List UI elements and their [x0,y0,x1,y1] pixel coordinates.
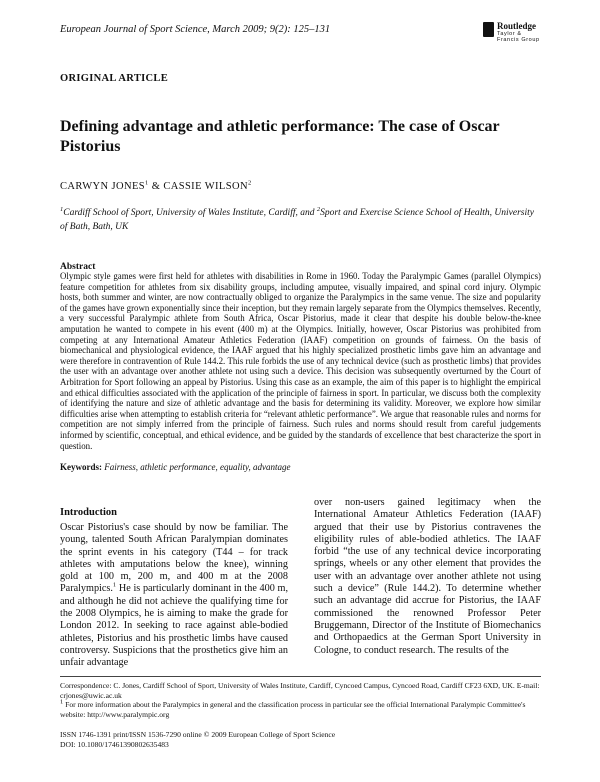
affiliation-2: Sport and Exercise Science School of Health, University of Bath, Bath, UK [60,208,534,232]
footnote-divider [60,676,541,677]
routledge-logo-icon [483,22,494,37]
affiliation-1: Cardiff School of Sport, University of Wales Institute, Cardiff, and [63,208,317,218]
journal-citation: European Journal of Sport Science, March 2009; 9(2): 125–131 [60,24,331,35]
correspondence-note: Correspondence: C. Jones, Cardiff School of Sport, University of Wales Institute, Cardiff, Cyncoed Campus, Cyncoed Road, Cardiff CF23 6XD, UK. E-mail: crjones@uwic.ac.uk [60,681,540,700]
publisher-logo [483,21,541,43]
author-2: CASSIE WILSON [163,181,248,192]
introduction-right-column: over non-users gained legitimacy when the International Amateur Athletics Federation (IAAF) argued that their use by Pistorius contravenes the eligibility rules of able-bodied athletics. The IAAF forbid “the use of any technical device incorporating springs, wheels or any other element that provides the user with an advantage over another athlete not using such a device” (Rule 144.2). To determine whether such an advantage did accrue for Pistorius, the IAAF commissioned the renowned Professor Peter Bruggemann, Director of the Institute of Biomechanics and Orthopaedics at the German Sport University in Cologne, to conduct research. The results of the [314,497,541,656]
abstract-text: Olympic style games were first held for athletes with disabilities in Rome in 1960. Today the Paralympic Games (parallel Olympics) feature competition for athletes from six disability groups, including amputee, visually impaired, and spinal cord injury. Olympic hosts, both summer and winter, are now contractually obliged to organize the Paralympics in the same venue. The size and popularity of the games have grown exponentially since their inception, but they remain largely separate from the Olympics themselves. Recently, a very successful Paralympic athlete from South Africa, Oscar Pistorius, made it clear that despite his double below-the-knee amputation he wanted to compete in his event (400 m) at the Olympics. Initially, however, Oscar Pistorius was prohibited from competing at any International Amateur Athletics Federation (IAAF) competition on grounds of fairness. On the basis of biomechanical and physiological evidence, the IAAF argued that his highly specialized prosthetic limbs gave him an advantage and were therefore in contravention of Rule 144.2. This rule forbids the use of any technical device (such as prosthetic limbs) that provides the user with an advantage over another athlete not using such a device. This decision was subsequently overturned by the Court of Arbitration for Sport following an appeal by Pistorius. Using this case as an example, the aim of this paper is to highlight the empirical and ethical difficulties associated with the application of the principle of fairness in sport. In particular, we discuss both the complexity of identifying the nature and size of athletic advantage and the basis for determining its validity. Moreover, we explore how similar difficulties arise when attempting to establish criteria for “relevant athletic performance”. We argue that reasonable rules and norms for competition are not simply inferred from the principle of fairness. Such rules and norms should result from careful judgements informed by scientific, conceptual, and ethical evidence, and be guided by the standards of excellence that best characterize the sport in question. [60,271,541,451]
issn-block [60,730,335,749]
affiliation-1-sup: 1 [60,205,64,213]
intro-left-part-b: He is particularly dominant in the 400 m, and although he did not achieve the qualifying time for the 2008 Olympics, he is aiming to make the grade for London 2012. In seeking to race against able-bodied athletes, Pistorius and his prosthetic limbs have caused controversy. Suspicions that the prosthetics give him an unfair advantage [60,583,288,669]
footnote-1 [60,700,541,719]
publisher-name: Routledge [497,21,536,31]
issn-line: ISSN 1746-1391 print/ISSN 1536-7290 online © 2009 European College of Sport Science [60,730,336,739]
abstract-heading: Abstract [60,262,96,272]
article-type: ORIGINAL ARTICLE [60,73,169,84]
doi-line: DOI: 10.1080/17461390802635483 [60,739,169,749]
affiliation-2-sup: 2 [316,205,321,213]
author-separator: & [148,181,164,192]
introduction-heading: Introduction [60,507,117,518]
footnote-1-text: For more information about the Paralympics in general and the classification process in particular see the official International Paralympic Committee's website: http://www.paralympic.org [60,700,526,719]
author-1-sup: 1 [145,179,149,187]
author-1: CARWYN JONES [60,181,146,192]
keywords-values: Fairness, athletic performance, equality, advantage [104,462,291,472]
footnote-ref-1[interactable]: 1 [112,582,117,590]
publisher-subtitle: Taylor & Francis Group [497,31,540,43]
author-2-sup: 2 [247,179,252,187]
affiliations [60,206,540,234]
article-title: Defining advantage and athletic performance: The case of Oscar Pistorius [60,118,500,155]
keywords-label: Keywords: [60,462,102,472]
author-line [60,181,252,192]
introduction-left-column [60,522,288,670]
footnote-1-sup: 1 [60,698,64,706]
intro-left-part-a: Oscar Pistorius's case should by now be familiar. The young, talented South African Paralympian dominates the sprint events in his category (T44 – for track athletes with amputations below the knee), winning gold at 100 m, 200 m, and 400 m at the 2008 Paralympics. [60,522,288,595]
keywords [60,462,290,472]
